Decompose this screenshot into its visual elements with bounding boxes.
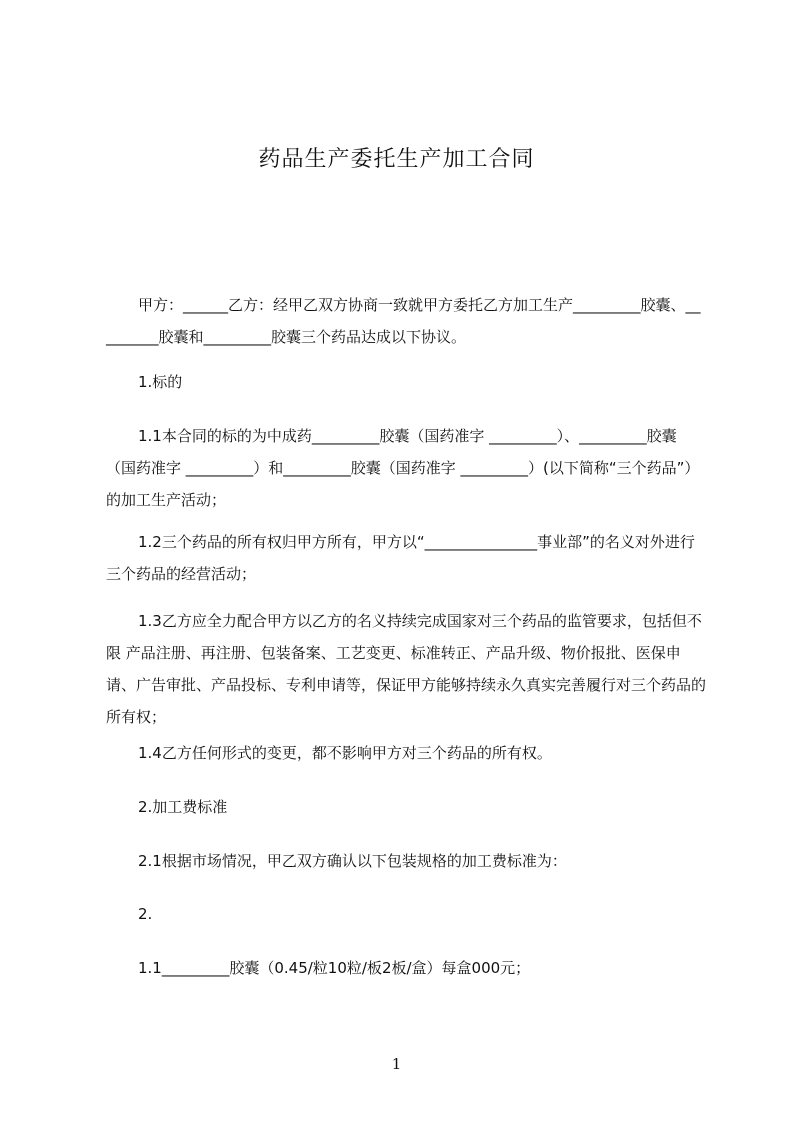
document-title: 药品生产委托生产加工合同 [258,147,535,172]
clause-1-2: 1.2三个药品的所有权归甲方所有，甲方以“_______________事业部”的名义对外进行三个药品的经营活动； [106,533,695,583]
clause-1-3: 1.3乙方应全力配合甲方以乙方的名义持续完成国家对三个药品的监管要求，包括但不限 产品注册、再注册、包装备案、工艺变更、标准转正、产品升级、物价报批、医保申请、广告审批、产品投标、专利申请等，保证甲方能够持续永久真实完善履行对三个药品的所有权； [106,612,707,726]
page-number: 1 [391,1055,402,1073]
clause-1-4: 1.4乙方任何形式的变更，都不影响甲方对三个药品的所有权。 [138,744,552,762]
section-heading-subject: 1.标的 [138,373,183,391]
clause-2-fragment: 2. [138,905,153,923]
clause-2-1-1: 1.1_________胶囊（0.45/粒10粒/板2板/盒）每盒000元； [138,959,531,977]
intro-paragraph: 甲方：______乙方：经甲乙双方协商一致就甲方委托乙方加工生产_________胶囊、_________胶囊和_________胶囊三个药品达成以下协议。 [106,296,701,346]
clause-1-1: 1.1本合同的标的为中成药_________胶囊（国药准字 _________）、_________胶囊（国药准字 _________）和_________胶囊（国药准字 _________）(以下简称“三个药品”）的加工生产活动； [106,427,700,509]
section-heading-processing-fee: 2.加工费标准 [138,798,228,816]
clause-2-1: 2.1根据市场情况，甲乙双方确认以下包装规格的加工费标准为： [138,852,567,870]
